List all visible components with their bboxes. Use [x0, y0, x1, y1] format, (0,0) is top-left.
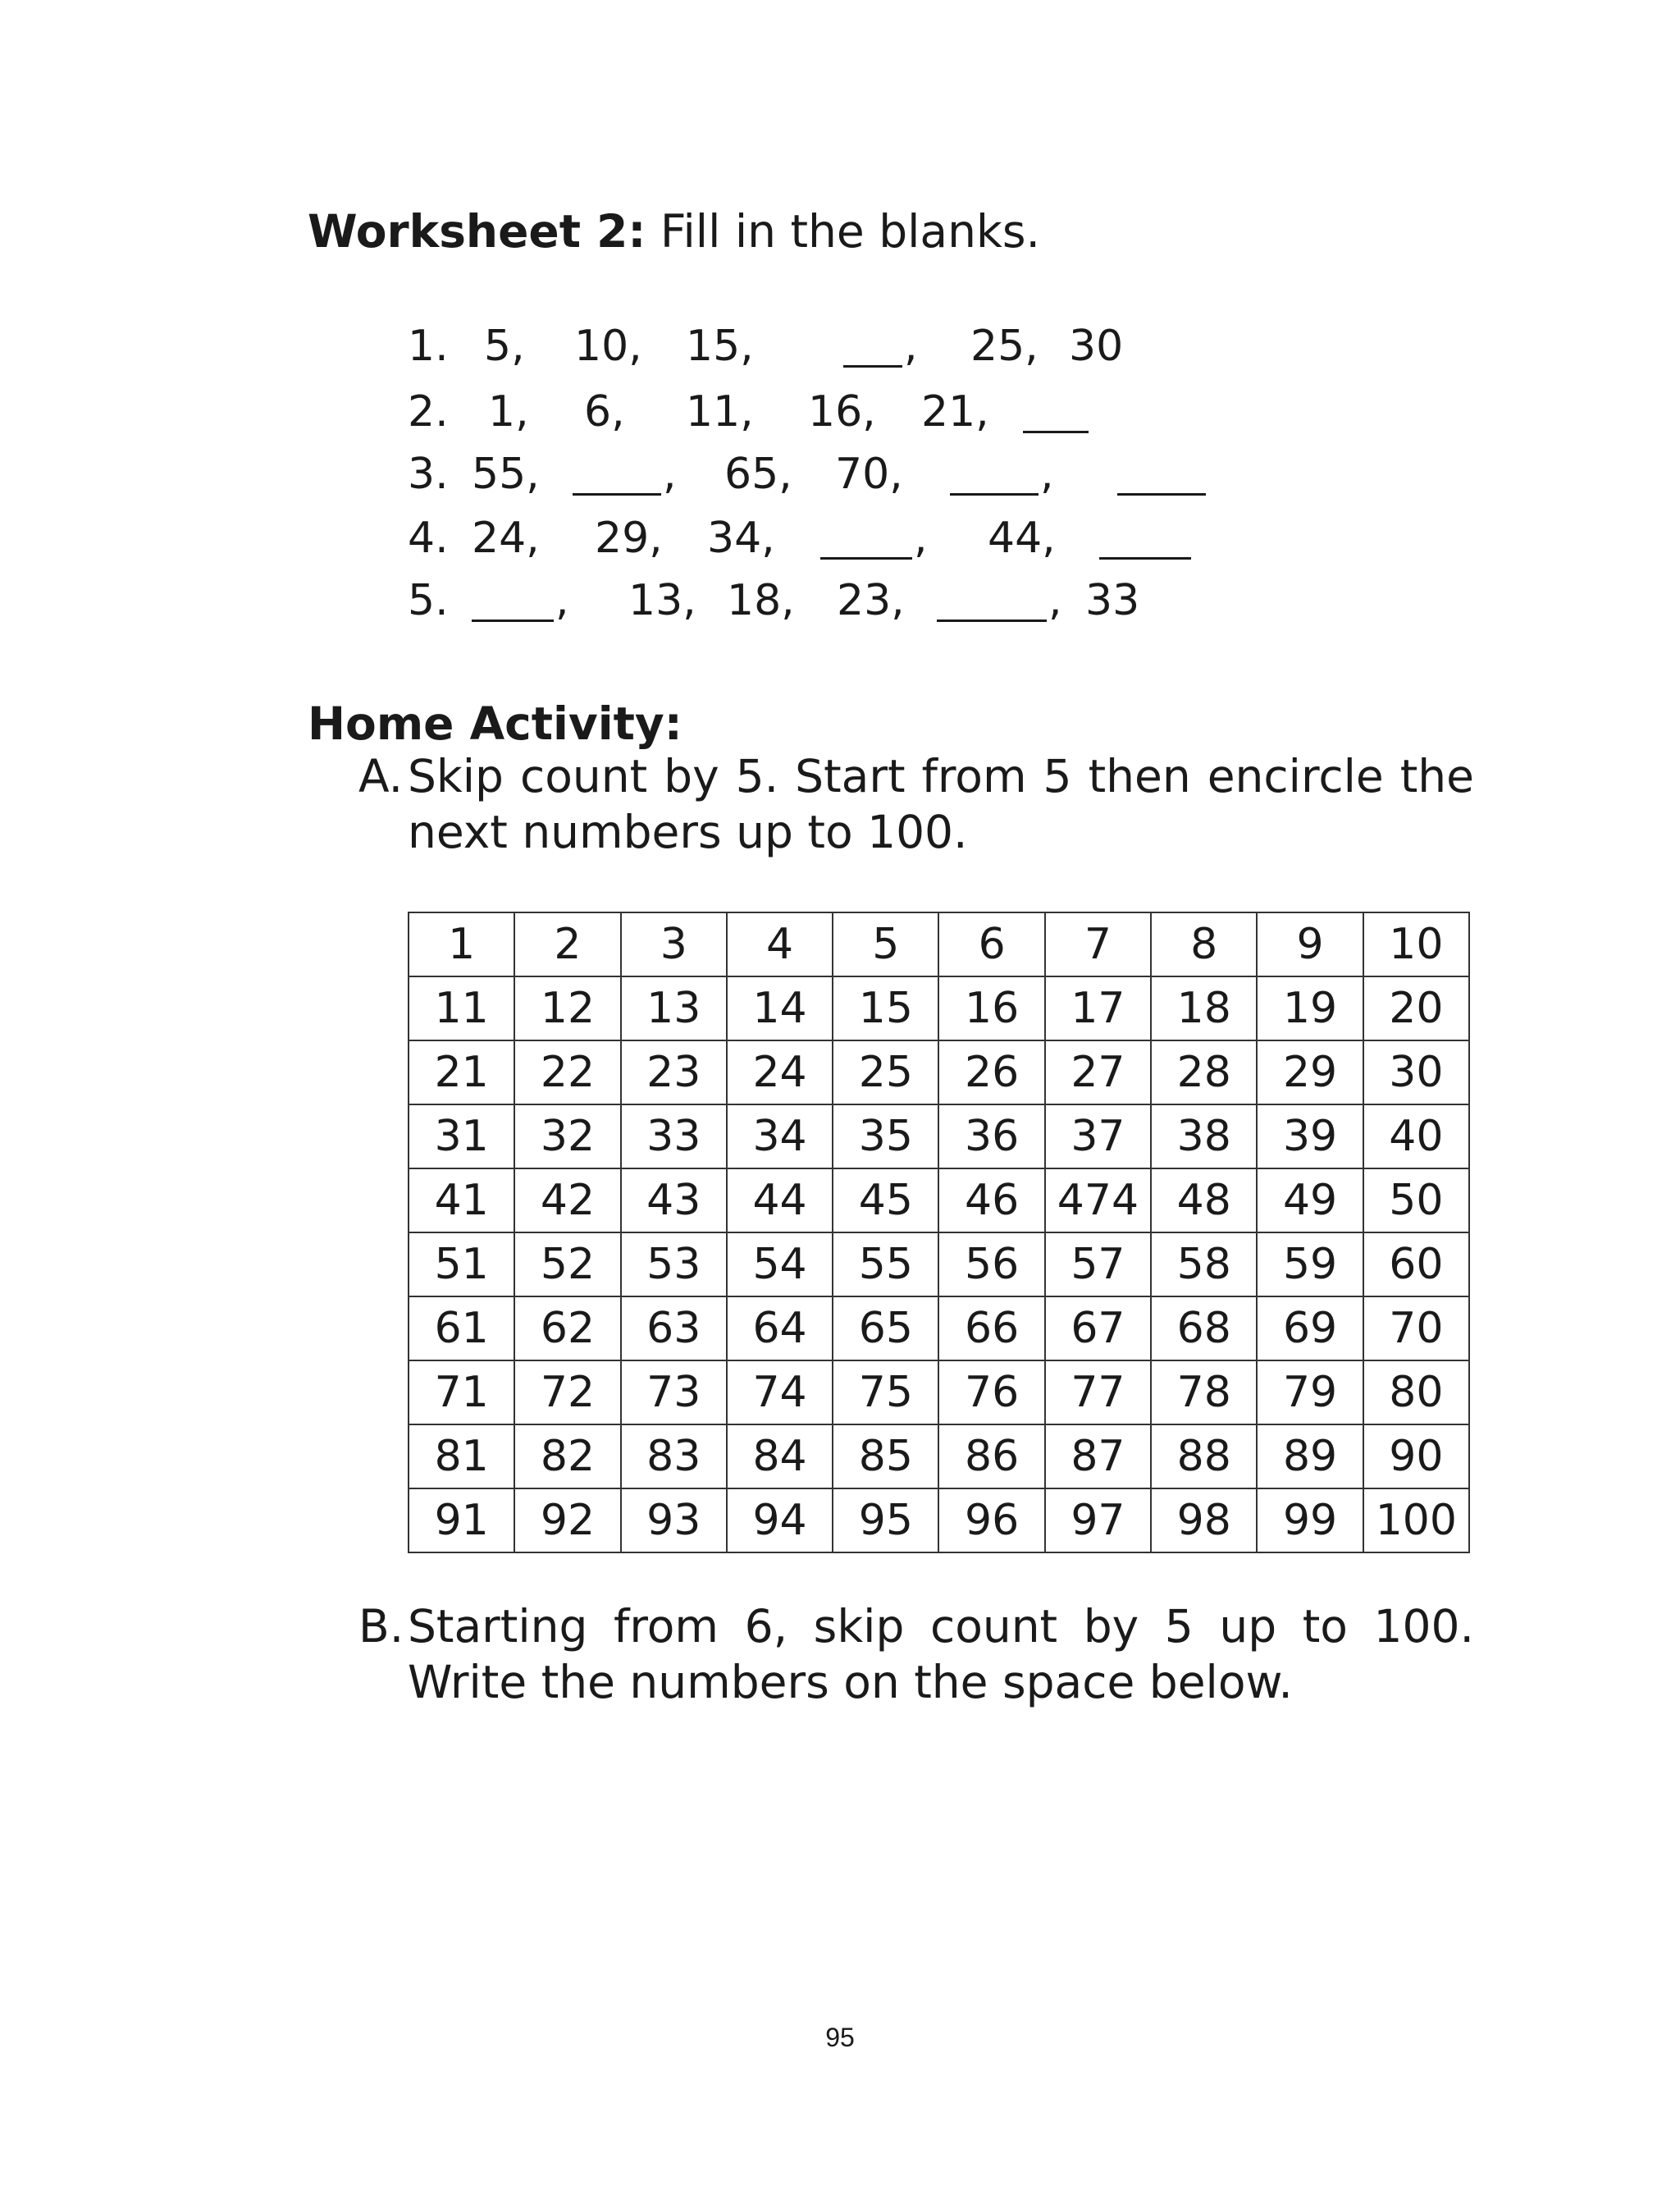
answer-blank[interactable]	[472, 620, 554, 622]
chart-cell[interactable]: 23	[621, 1040, 727, 1104]
chart-cell[interactable]: 83	[621, 1424, 727, 1488]
chart-cell[interactable]: 85	[833, 1424, 938, 1488]
chart-row	[409, 1104, 1469, 1168]
fill-row-1	[0, 322, 1680, 379]
instruction-b-label: B.	[358, 1600, 404, 1653]
chart-row	[409, 1168, 1469, 1232]
chart-cell[interactable]: 6	[938, 912, 1044, 976]
row-item: 55,	[472, 450, 540, 499]
chart-cell[interactable]: 82	[514, 1424, 620, 1488]
chart-cell[interactable]: 64	[727, 1296, 833, 1360]
chart-cell[interactable]: 39	[1257, 1104, 1363, 1168]
answer-blank[interactable]	[820, 557, 912, 560]
page-number: 95	[825, 2023, 855, 2052]
row-item: 70,	[835, 450, 903, 499]
chart-cell[interactable]: 41	[409, 1168, 514, 1232]
row-item: 1,	[488, 387, 529, 437]
chart-row	[409, 1296, 1469, 1360]
chart-cell[interactable]: 96	[938, 1488, 1044, 1552]
worksheet-title	[308, 205, 1040, 258]
chart-cell[interactable]: 25	[833, 1040, 938, 1104]
chart-cell[interactable]: 68	[1151, 1296, 1257, 1360]
row-item: 44,	[988, 514, 1056, 563]
row-item: 16,	[808, 387, 876, 437]
chart-row	[409, 1360, 1469, 1424]
chart-cell[interactable]: 79	[1257, 1360, 1363, 1424]
chart-cell[interactable]: 71	[409, 1360, 514, 1424]
chart-cell[interactable]: 16	[938, 976, 1044, 1040]
hundreds-chart	[408, 912, 1470, 1553]
chart-cell[interactable]: 86	[938, 1424, 1044, 1488]
chart-row	[409, 976, 1469, 1040]
chart-cell[interactable]: 72	[514, 1360, 620, 1424]
chart-cell[interactable]: 12	[514, 976, 620, 1040]
row-item: 24,	[472, 514, 540, 563]
chart-cell[interactable]: 61	[409, 1296, 514, 1360]
chart-cell[interactable]: 62	[514, 1296, 620, 1360]
chart-cell[interactable]: 1	[409, 912, 514, 976]
fill-row-4	[0, 514, 1680, 571]
chart-cell[interactable]: 93	[621, 1488, 727, 1552]
chart-cell[interactable]: 13	[621, 976, 727, 1040]
chart-cell[interactable]: 474	[1045, 1168, 1151, 1232]
chart-cell[interactable]: 9	[1257, 912, 1363, 976]
chart-cell[interactable]: 4	[727, 912, 833, 976]
row-item: 13,	[628, 576, 696, 625]
chart-cell[interactable]: 11	[409, 976, 514, 1040]
worksheet-title-bold: Worksheet 2:	[308, 205, 646, 258]
chart-cell[interactable]: 17	[1045, 976, 1151, 1040]
answer-blank[interactable]	[1117, 493, 1206, 496]
chart-row	[409, 1424, 1469, 1488]
chart-cell[interactable]: 40	[1363, 1104, 1469, 1168]
chart-cell[interactable]: 56	[938, 1232, 1044, 1296]
chart-cell[interactable]: 65	[833, 1296, 938, 1360]
chart-cell[interactable]: 53	[621, 1232, 727, 1296]
chart-cell[interactable]: 48	[1151, 1168, 1257, 1232]
chart-cell[interactable]: 98	[1151, 1488, 1257, 1552]
row-item: 29,	[595, 514, 663, 563]
chart-cell[interactable]: 99	[1257, 1488, 1363, 1552]
chart-cell[interactable]: 45	[833, 1168, 938, 1232]
chart-cell[interactable]: 49	[1257, 1168, 1363, 1232]
row-number: 2.	[408, 387, 449, 437]
chart-cell[interactable]: 70	[1363, 1296, 1469, 1360]
chart-cell[interactable]: 84	[727, 1424, 833, 1488]
chart-cell[interactable]: 77	[1045, 1360, 1151, 1424]
instruction-a-text: Skip count by 5. Start from 5 then encircle the next numbers up to 100.	[408, 750, 1474, 858]
chart-cell[interactable]: 91	[409, 1488, 514, 1552]
chart-cell[interactable]: 80	[1363, 1360, 1469, 1424]
comma: ,	[1048, 576, 1062, 625]
chart-cell[interactable]: 50	[1363, 1168, 1469, 1232]
chart-cell[interactable]: 95	[833, 1488, 938, 1552]
chart-cell[interactable]: 81	[409, 1424, 514, 1488]
chart-cell[interactable]: 100	[1363, 1488, 1469, 1552]
chart-row	[409, 1488, 1469, 1552]
chart-cell[interactable]: 44	[727, 1168, 833, 1232]
chart-cell[interactable]: 58	[1151, 1232, 1257, 1296]
row-item: 25,	[970, 322, 1039, 371]
chart-cell[interactable]: 14	[727, 976, 833, 1040]
fill-row-2	[0, 387, 1680, 445]
row-number: 3.	[408, 450, 449, 499]
chart-cell[interactable]: 97	[1045, 1488, 1151, 1552]
row-item: 23,	[837, 576, 905, 625]
row-item: 33	[1085, 576, 1140, 625]
row-item: 21,	[921, 387, 989, 437]
row-item: 18,	[727, 576, 795, 625]
chart-cell[interactable]: 43	[621, 1168, 727, 1232]
chart-cell[interactable]: 19	[1257, 976, 1363, 1040]
chart-cell[interactable]: 8	[1151, 912, 1257, 976]
instruction-a-label: A.	[358, 750, 404, 802]
chart-cell[interactable]: 74	[727, 1360, 833, 1424]
chart-cell[interactable]: 89	[1257, 1424, 1363, 1488]
chart-cell[interactable]: 55	[833, 1232, 938, 1296]
chart-cell[interactable]: 29	[1257, 1040, 1363, 1104]
row-item: 11,	[686, 387, 754, 437]
chart-cell[interactable]: 28	[1151, 1040, 1257, 1104]
chart-cell[interactable]: 32	[514, 1104, 620, 1168]
row-number: 4.	[408, 514, 449, 563]
answer-blank[interactable]	[1023, 431, 1089, 433]
chart-cell[interactable]: 33	[621, 1104, 727, 1168]
comma: ,	[555, 576, 569, 625]
chart-cell[interactable]: 42	[514, 1168, 620, 1232]
row-item: 65,	[724, 450, 792, 499]
answer-blank[interactable]	[937, 620, 1047, 622]
chart-cell[interactable]: 18	[1151, 976, 1257, 1040]
chart-cell[interactable]: 21	[409, 1040, 514, 1104]
chart-cell[interactable]: 90	[1363, 1424, 1469, 1488]
chart-cell[interactable]: 87	[1045, 1424, 1151, 1488]
chart-cell[interactable]: 46	[938, 1168, 1044, 1232]
chart-cell[interactable]: 59	[1257, 1232, 1363, 1296]
chart-cell[interactable]: 7	[1045, 912, 1151, 976]
chart-cell[interactable]: 94	[727, 1488, 833, 1552]
chart-row	[409, 1232, 1469, 1296]
chart-cell[interactable]: 3	[621, 912, 727, 976]
row-item: 34,	[707, 514, 775, 563]
chart-cell[interactable]: 73	[621, 1360, 727, 1424]
row-item: 5,	[484, 322, 525, 371]
chart-cell[interactable]: 36	[938, 1104, 1044, 1168]
chart-cell[interactable]: 35	[833, 1104, 938, 1168]
row-number: 1.	[408, 322, 449, 371]
chart-cell[interactable]: 27	[1045, 1040, 1151, 1104]
chart-cell[interactable]: 31	[409, 1104, 514, 1168]
chart-cell[interactable]: 51	[409, 1232, 514, 1296]
instruction-a	[0, 748, 1680, 863]
chart-cell[interactable]: 2	[514, 912, 620, 976]
chart-cell[interactable]: 20	[1363, 976, 1469, 1040]
chart-cell[interactable]: 92	[514, 1488, 620, 1552]
chart-cell[interactable]: 75	[833, 1360, 938, 1424]
chart-cell[interactable]: 88	[1151, 1424, 1257, 1488]
chart-cell[interactable]: 52	[514, 1232, 620, 1296]
chart-cell[interactable]: 66	[938, 1296, 1044, 1360]
chart-cell[interactable]: 10	[1363, 912, 1469, 976]
answer-blank[interactable]	[1099, 557, 1191, 560]
comma: ,	[1040, 450, 1054, 499]
chart-cell[interactable]: 63	[621, 1296, 727, 1360]
chart-cell[interactable]: 26	[938, 1040, 1044, 1104]
chart-cell[interactable]: 34	[727, 1104, 833, 1168]
answer-blank[interactable]	[950, 493, 1039, 496]
chart-cell[interactable]: 37	[1045, 1104, 1151, 1168]
chart-cell[interactable]: 78	[1151, 1360, 1257, 1424]
answer-blank[interactable]	[573, 493, 661, 496]
chart-cell[interactable]: 22	[514, 1040, 620, 1104]
instruction-b	[0, 1598, 1680, 1713]
chart-cell[interactable]: 67	[1045, 1296, 1151, 1360]
comma: ,	[914, 514, 928, 563]
worksheet-title-rest: Fill in the blanks.	[646, 205, 1040, 258]
row-item: 15,	[686, 322, 754, 371]
row-item: 10,	[574, 322, 642, 371]
comma: ,	[904, 322, 918, 371]
chart-cell[interactable]: 57	[1045, 1232, 1151, 1296]
chart-cell[interactable]: 60	[1363, 1232, 1469, 1296]
chart-row	[409, 1040, 1469, 1104]
chart-cell[interactable]: 54	[727, 1232, 833, 1296]
fill-row-3	[0, 450, 1680, 507]
row-item: 6,	[584, 387, 625, 437]
chart-cell[interactable]: 30	[1363, 1040, 1469, 1104]
answer-blank[interactable]	[843, 365, 902, 368]
instruction-b-text: Starting from 6, skip count by 5 up to 100. Write the numbers on the space below.	[408, 1600, 1474, 1708]
chart-cell[interactable]: 76	[938, 1360, 1044, 1424]
fill-row-5	[0, 576, 1680, 633]
chart-cell[interactable]: 69	[1257, 1296, 1363, 1360]
row-item: 30	[1069, 322, 1124, 371]
comma: ,	[663, 450, 677, 499]
chart-cell[interactable]: 15	[833, 976, 938, 1040]
chart-row	[409, 912, 1469, 976]
chart-cell[interactable]: 38	[1151, 1104, 1257, 1168]
chart-cell[interactable]: 5	[833, 912, 938, 976]
chart-cell[interactable]: 24	[727, 1040, 833, 1104]
home-activity-title: Home Activity:	[308, 697, 682, 750]
row-number: 5.	[408, 576, 449, 625]
